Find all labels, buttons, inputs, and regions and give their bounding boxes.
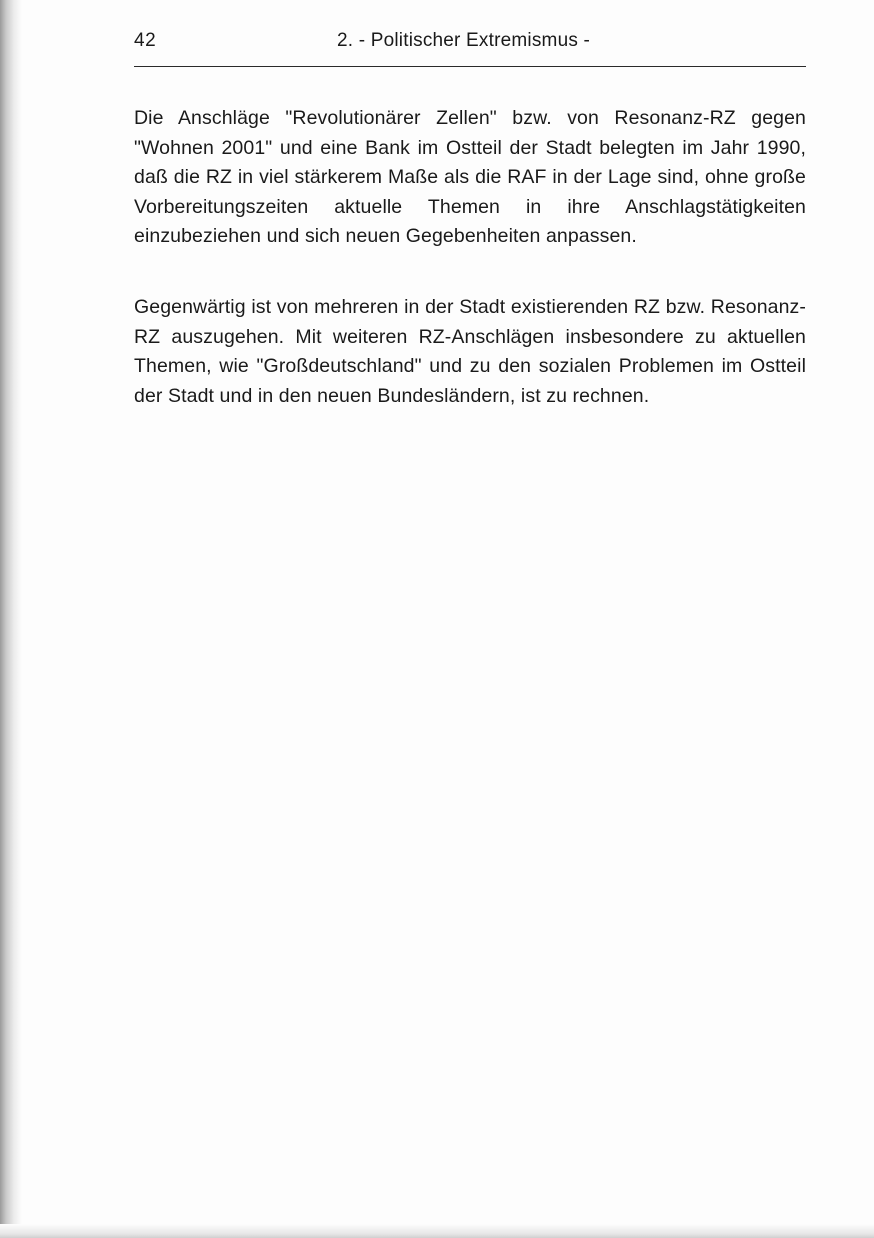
paragraph-1: Die Anschläge "Revolutionärer Zellen" bzw. von Resonanz-RZ gegen "Wohnen 2001" und eine Bank im Ostteil der Stadt belegten im Jahr 1990, daß die RZ in viel stärkerem Maße als die RAF in der Lage sind, ohne große Vorbereitungszeiten aktuelle Themen in ihre Anschlagstätigkeiten einzubeziehen und sich neuen Gegebenheiten anpassen. <box>134 107 806 247</box>
paragraph-2: Gegenwärtig ist von mehreren in der Stadt existierenden RZ bzw. Resonanz-RZ auszugehen. Mit weiteren RZ-Anschlägen insbesondere zu aktuellen Themen, wie "Großdeutschland" und zu den sozialen Problemen im Ostteil der Stadt und in den neuen Bundesländern, ist zu rechnen. <box>134 296 806 407</box>
header-divider <box>134 66 806 67</box>
page-header <box>134 26 806 56</box>
page-bottom-edge <box>0 1224 874 1238</box>
page-binding-shadow <box>0 0 22 1238</box>
running-title: 2. - Politischer Extremismus - <box>337 30 591 51</box>
page-number: 42 <box>134 30 157 51</box>
